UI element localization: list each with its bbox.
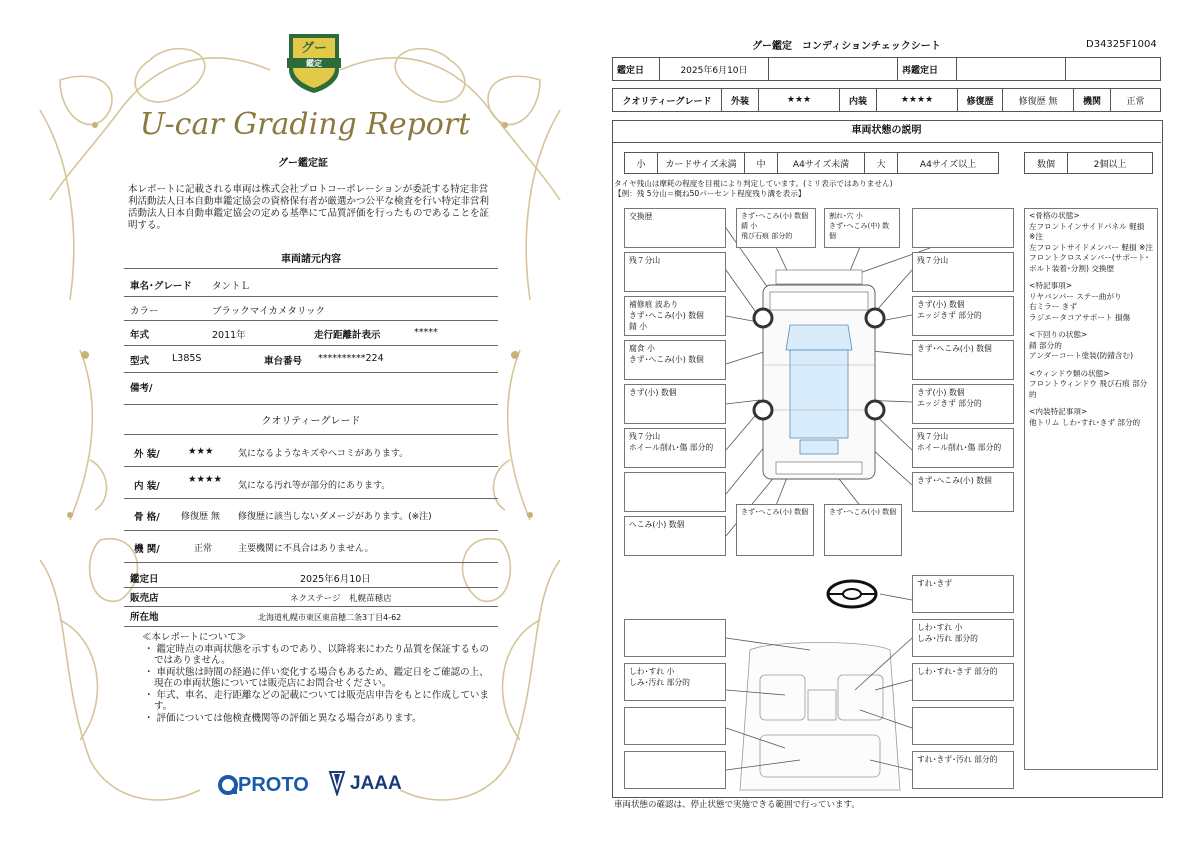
notes-title: ≪本レポートについて≫: [142, 632, 247, 643]
interior-label: 内装: [840, 89, 877, 112]
frame-label: 骨 格/: [134, 512, 160, 523]
callout-left-5: きず(小) 数個: [624, 384, 726, 424]
divider: [124, 562, 498, 563]
engine-value: 正常: [1111, 89, 1161, 112]
proto-logo-text: PROTO: [238, 774, 309, 796]
badge-text-bottom: 鑑定: [306, 59, 322, 68]
proto-mark-icon: [218, 774, 238, 796]
mileage-value: *****: [414, 327, 438, 338]
address-label: 所在地: [130, 612, 159, 623]
interior-callout-right-1: すれ･きず: [912, 575, 1014, 613]
divider: [124, 296, 498, 297]
callout-right-5: 残７分山 ホイール削れ･傷 部分的: [912, 428, 1014, 468]
divider: [124, 404, 498, 405]
divider: [124, 320, 498, 321]
callout-right-1: 残７分山: [912, 252, 1014, 292]
condition-remarks: [1024, 208, 1158, 770]
model-value: L385S: [172, 353, 202, 364]
interior-callout-left-4: [624, 751, 726, 789]
callout-top-2: 割れ･穴 小 きず･へこみ(中) 数個: [824, 208, 900, 248]
frame-grade: 修復歴 無: [181, 512, 220, 522]
date-label: 鑑定日: [613, 58, 660, 81]
condition-header: 車両状態の説明: [612, 120, 1161, 143]
interior-callout-right-5: すれ･きず･汚れ 部分的: [912, 751, 1014, 789]
count-value: 2個以上: [1068, 153, 1153, 174]
name-label: 車名･グレード: [130, 281, 192, 292]
callout-left-7: [624, 472, 726, 512]
exterior-grade: ★★★: [188, 446, 214, 457]
engine-grade: 正常: [194, 544, 213, 554]
quality-row-exterior: [124, 446, 498, 462]
callout-bottom-1: きず･へこみ(小) 数個: [736, 504, 814, 556]
mileage-label: 走行距離計表示: [314, 330, 381, 341]
tire-note-example: 【例：残 5分山＝概ね50パーセント程度残り溝を表示】: [614, 189, 806, 198]
special-notes-remarks: <特記事項> リヤバンパー ステー曲がり 右ミラー きず ラジエータコアサポート 損傷: [1029, 281, 1131, 322]
report-title-text: U-car Grading Report: [140, 107, 470, 142]
quality-header: クオリティーグレード: [261, 416, 361, 427]
appraisal-date-label: 鑑定日: [130, 574, 159, 585]
divider: [124, 626, 498, 627]
divider: [124, 345, 498, 346]
report-notes: [142, 632, 492, 724]
size-medium-desc: A4サイズ未満: [778, 153, 865, 174]
interior-callout-left-3: [624, 707, 726, 745]
note-item: ・ 年式、車名、走行距離などの記載については販売店申告をもとに作成しています。: [144, 689, 489, 712]
report-title-script: [140, 96, 470, 152]
address-value: 北海道札幌市東区東苗穂二条3丁目4-62: [258, 613, 402, 622]
quality-row-engine: [124, 541, 498, 557]
car-interior-view-icon: [740, 643, 900, 791]
condition-check-sheet-page: [600, 0, 1200, 848]
window-remarks: <ウィンドウ類の状態> フロントウィンドウ 飛び石痕 部分的: [1029, 368, 1148, 399]
callout-top-1: きず･へこみ(小) 数個 錆 小 飛び石痕 部分的: [736, 208, 816, 248]
shop-row: [124, 590, 498, 606]
divider: [124, 268, 498, 269]
steering-wheel-icon: [828, 581, 876, 607]
interior-callout-right-3: しわ･すれ･きず 部分的: [912, 663, 1014, 701]
engine-label: 機 関/: [134, 544, 160, 555]
engine-label: 機関: [1074, 89, 1111, 112]
color-value: ブラックマイカメタリック: [212, 306, 325, 317]
callout-left-2: 残７分山: [624, 252, 726, 292]
interior-callout-right-4: [912, 707, 1014, 745]
proto-logo: [218, 772, 309, 798]
divider: [124, 466, 498, 467]
interior-callout-left-1: [624, 619, 726, 657]
quality-row-frame: [124, 509, 498, 525]
callout-right-4: きず(小) 数個 エッジきず 部分的: [912, 384, 1014, 424]
spec-row-remarks: [124, 380, 498, 396]
size-small-desc: カードサイズ未満: [658, 153, 745, 174]
callout-top-3: [912, 208, 1014, 248]
divider: [124, 498, 498, 499]
frame-condition-remarks: <骨格の状態> 左フロントインサイドパネル 軽損 ※注 左フロントサイドメンバー 軽損 ※注 フロントクロスメンバー(サポート･ボルト装着･分割) 交換歴: [1029, 211, 1153, 273]
footnote: 車両状態の確認は、停止状態で実施できる範囲で行っています。: [614, 800, 860, 810]
interior-remarks: <内装特記事項> 他トリム しわ･すれ･きず 部分的: [1029, 407, 1141, 427]
spec-row-year: [124, 327, 498, 343]
interior-value: ★★★★: [877, 89, 958, 112]
frame-desc: 修復歴に該当しないダメージがあります。(※注): [238, 512, 432, 522]
name-value: タントＬ: [212, 281, 251, 292]
note-item: ・ 鑑定時点の車両状態を示すものであり、以降将来にわたり品質を保証するものではありません。: [144, 643, 490, 666]
interior-grade: ★★★★: [188, 474, 223, 485]
grade-label: クオリティーグレード: [613, 89, 722, 112]
underbody-remarks: <下回りの状態> 錆 部分的 アンダーコート塗装(防錆含む): [1029, 330, 1134, 360]
callout-right-2: きず(小) 数個 エッジきず 部分的: [912, 296, 1014, 336]
year-label: 年式: [130, 330, 150, 341]
jaaa-mark-icon: [328, 770, 346, 796]
divider: [124, 606, 498, 607]
chassis-label: 車台番号: [264, 356, 303, 367]
sheet-title: グー鑑定 コンディションチェックシート: [752, 41, 941, 52]
interior-callout-right-2: しわ･すれ 小 しみ･汚れ 部分的: [912, 619, 1014, 657]
car-top-view-icon: [754, 270, 884, 479]
appraisal-date-row: [124, 571, 498, 587]
document-id: D34325F1004: [1086, 39, 1157, 50]
address-row: [124, 609, 498, 625]
jaaa-logo-text: JAAA: [350, 773, 402, 794]
divider: [124, 434, 498, 435]
spec-row-model: [124, 353, 498, 369]
remarks-label: 備考/: [130, 383, 153, 394]
model-label: 型式: [130, 356, 150, 367]
engine-desc: 主要機関に不具合はありません。: [238, 544, 374, 554]
goo-kantei-badge-icon: [285, 28, 343, 94]
shop-value: ネクステージ 札幌苗穂店: [290, 594, 392, 604]
note-item: ・ 評価については他検査機関等の評価と異なる場合があります。: [144, 712, 422, 724]
spec-row-color: [124, 303, 498, 319]
callout-left-1: 交換歴: [624, 208, 726, 248]
certificate-title: グー鑑定証: [278, 158, 328, 169]
spec-row-name: [124, 278, 498, 294]
exterior-label: 外 装/: [134, 449, 160, 460]
size-large-desc: A4サイズ以上: [898, 153, 999, 174]
size-medium-label: 中: [745, 153, 778, 174]
callout-bottom-2: きず･へこみ(小) 数個: [824, 504, 902, 556]
callout-left-4: 腐食 小 きず･へこみ(小) 数個: [624, 340, 726, 380]
repair-label: 修復歴: [958, 89, 1003, 112]
callout-left-3: 補修痕 波あり きず･へこみ(小) 数個 錆 小: [624, 296, 726, 336]
year-value: 2011年: [212, 330, 246, 341]
callout-right-3: きず･へこみ(小) 数個: [912, 340, 1014, 380]
certificate-body: 本レポートに記載される車両は株式会社プロトコーポレーションが委託する特定非営利活動法人日本自動車鑑定協会の資格保有者が厳選かつ公平な検査を行い特定非営利活動法人日本自動車鑑定協会の定める基準にて品質評価を行ったものであることを証明する。: [128, 184, 490, 231]
callout-right-6: きず･へこみ(小) 数個: [912, 472, 1014, 512]
divider: [124, 530, 498, 531]
size-small-label: 小: [625, 153, 658, 174]
reappraisal-label: 再鑑定日: [898, 58, 957, 81]
quality-row-interior: [124, 474, 498, 490]
spec-header: 車両諸元内容: [281, 254, 341, 265]
callout-left-8: へこみ(小) 数個: [624, 516, 726, 556]
appraisal-date-value: 2025年6月10日: [300, 574, 371, 585]
exterior-desc: 気になるようなキズやヘコミがあります。: [238, 449, 409, 459]
interior-desc: 気になる汚れ等が部分的にあります。: [238, 481, 391, 491]
count-label: 数個: [1025, 153, 1068, 174]
chassis-value: **********224: [318, 353, 384, 364]
callout-left-6: 残７分山 ホイール削れ･傷 部分的: [624, 428, 726, 468]
date-value: 2025年6月10日: [660, 58, 769, 81]
badge-text-top: グー: [300, 41, 328, 56]
repair-value: 修復歴 無: [1003, 89, 1074, 112]
shop-label: 販売店: [130, 593, 159, 604]
color-label: カラー: [130, 306, 159, 317]
exterior-value: ★★★: [759, 89, 840, 112]
exterior-label: 外装: [722, 89, 759, 112]
interior-label: 内 装/: [134, 481, 160, 492]
divider: [124, 587, 498, 588]
note-item: ・ 車両状態は時間の経過に伴い変化する場合もあるため、鑑定日をご確認の上、現在の車両状態については販売店にお問合せください。: [144, 666, 489, 689]
interior-callout-left-2: しわ･すれ 小 しみ･汚れ 部分的: [624, 663, 726, 701]
size-large-label: 大: [865, 153, 898, 174]
tire-note: タイヤ残山は摩耗の程度を目視により判定しています。(ミリ表示ではありません): [614, 179, 893, 188]
divider: [124, 372, 498, 373]
